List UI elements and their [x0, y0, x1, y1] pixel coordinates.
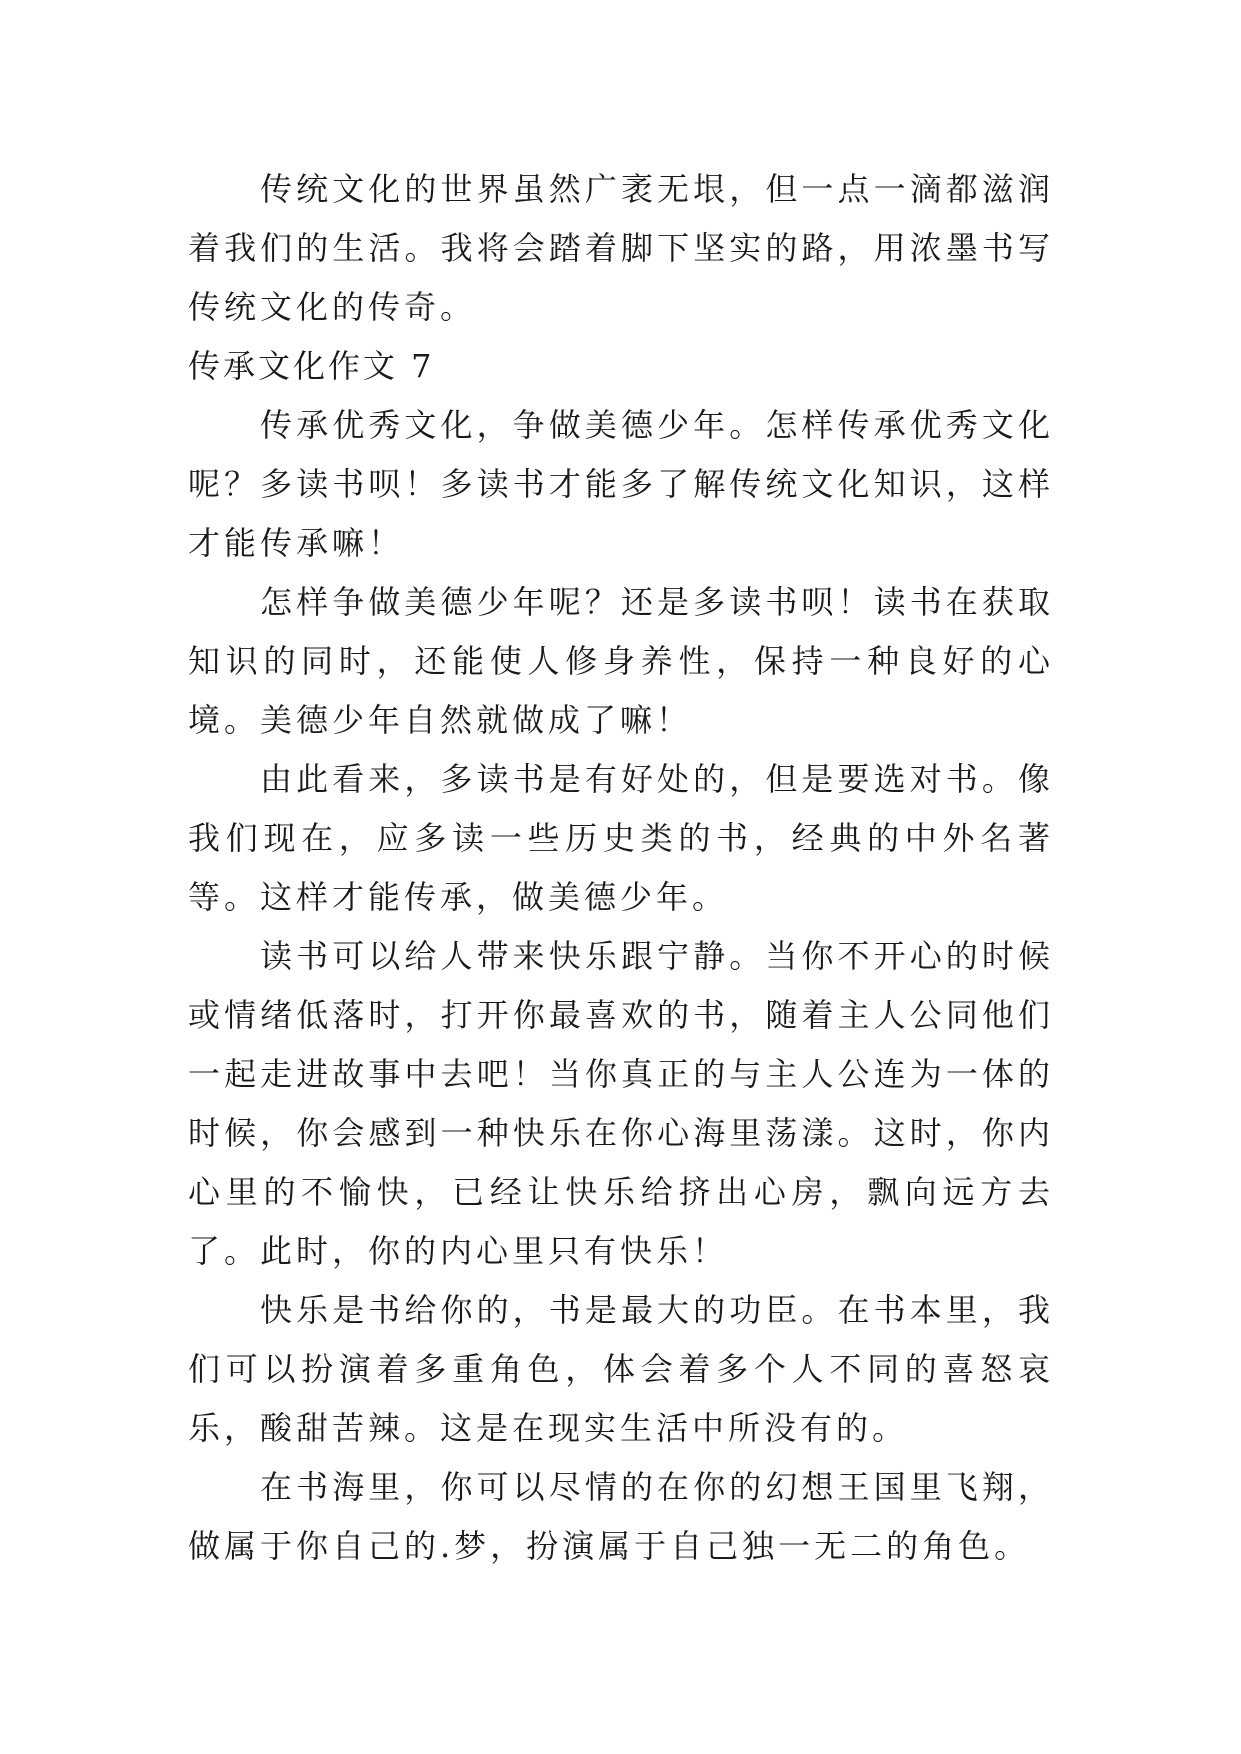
- paragraph: 怎样争做美德少年呢？还是多读书呗！读书在获取知识的同时，还能使人修身养性，保持一种良好的心境。美德少年自然就做成了嘛！: [188, 583, 1054, 739]
- paragraph: 快乐是书给你的，书是最大的功臣。在书本里，我们可以扮演着多重角色，体会着多个人不同的喜怒哀乐，酸甜苦辣。这是在现实生活中所没有的。: [188, 1291, 1054, 1447]
- paragraph: 读书可以给人带来快乐跟宁静。当你不开心的时候或情绪低落时，打开你最喜欢的书，随着主人公同他们一起走进故事中去吧！当你真正的与主人公连为一体的时候，你会感到一种快乐在你心海里荡漾。这时，你内心里的不愉快，已经让快乐给挤出心房，飘向远方去了。此时，你的内心里只有快乐！: [188, 937, 1054, 1270]
- paragraph: 传承优秀文化，争做美德少年。怎样传承优秀文化呢？多读书呗！多读书才能多了解传统文化知识，这样才能传承嘛！: [188, 406, 1054, 562]
- paragraph: 传统文化的世界虽然广袤无垠，但一点一滴都滋润着我们的生活。我将会踏着脚下坚实的路，用浓墨书写传统文化的传奇。: [188, 170, 1054, 326]
- paragraph: 在书海里，你可以尽情的在你的幻想王国里飞翔，做属于你自己的.梦，扮演属于自己独一无二的角色。: [188, 1468, 1054, 1565]
- section-heading: 传承文化作文 7: [188, 347, 435, 385]
- document-body: [188, 160, 1054, 1576]
- paragraph: 由此看来，多读书是有好处的，但是要选对书。像我们现在，应多读一些历史类的书，经典的中外名著等。这样才能传承，做美德少年。: [188, 760, 1054, 916]
